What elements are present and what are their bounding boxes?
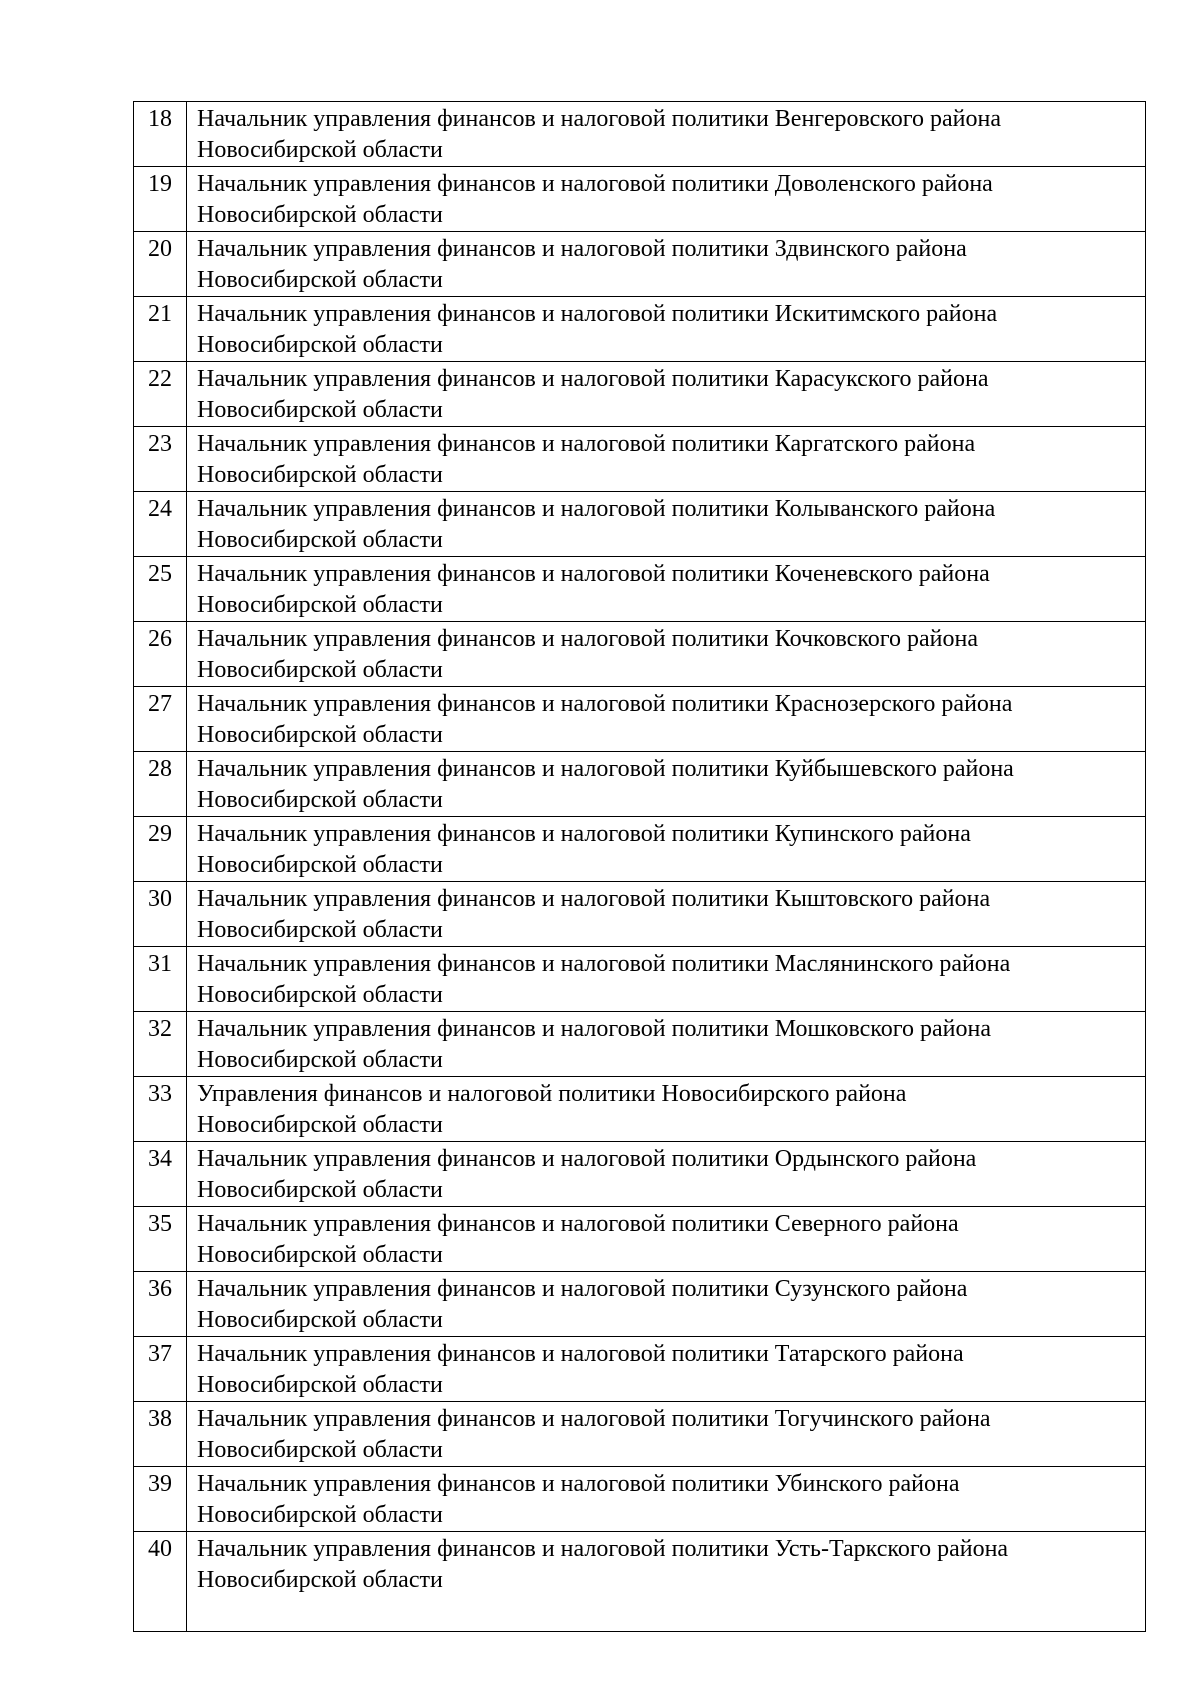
table-row bbox=[134, 102, 1146, 167]
region-line: Новосибирской области bbox=[197, 1502, 443, 1528]
table-row bbox=[134, 1142, 1146, 1207]
position-line: Начальник управления финансов и налоговой политики Карасукского района bbox=[197, 366, 989, 392]
position-line: Начальник управления финансов и налоговой политики Колыванского района bbox=[197, 496, 996, 522]
region-line: Новосибирской области bbox=[197, 267, 443, 293]
row-number: 21 bbox=[134, 297, 187, 362]
position-cell bbox=[187, 947, 1146, 1012]
row-number: 34 bbox=[134, 1142, 187, 1207]
position-cell bbox=[187, 752, 1146, 817]
position-line: Начальник управления финансов и налоговой политики Ордынского района bbox=[197, 1146, 977, 1172]
region-line: Новосибирской области bbox=[197, 852, 443, 878]
position-line: Начальник управления финансов и налоговой политики Краснозерского района bbox=[197, 691, 1013, 717]
position-cell bbox=[187, 1467, 1146, 1532]
position-line: Начальник управления финансов и налоговой политики Каргатского района bbox=[197, 431, 976, 457]
position-cell bbox=[187, 622, 1146, 687]
position-line: Начальник управления финансов и налоговой политики Доволенского района bbox=[197, 171, 993, 197]
region-line: Новосибирской области bbox=[197, 982, 443, 1008]
position-cell bbox=[187, 1077, 1146, 1142]
position-cell bbox=[187, 1142, 1146, 1207]
position-line: Начальник управления финансов и налоговой политики Купинского района bbox=[197, 821, 971, 847]
position-line: Начальник управления финансов и налоговой политики Татарского района bbox=[197, 1341, 964, 1367]
position-cell bbox=[187, 557, 1146, 622]
row-number: 39 bbox=[134, 1467, 187, 1532]
row-number: 20 bbox=[134, 232, 187, 297]
position-line: Начальник управления финансов и налоговой политики Куйбышевского района bbox=[197, 756, 1014, 782]
position-cell bbox=[187, 102, 1146, 167]
table-row bbox=[134, 947, 1146, 1012]
region-line: Новосибирской области bbox=[197, 1437, 443, 1463]
region-line: Новосибирской области bbox=[197, 137, 443, 163]
row-number: 18 bbox=[134, 102, 187, 167]
position-cell bbox=[187, 1532, 1146, 1632]
row-number: 23 bbox=[134, 427, 187, 492]
row-number: 29 bbox=[134, 817, 187, 882]
position-line: Начальник управления финансов и налоговой политики Тогучинского района bbox=[197, 1406, 991, 1432]
region-line: Новосибирской области bbox=[197, 917, 443, 943]
row-number: 31 bbox=[134, 947, 187, 1012]
region-line: Новосибирской области bbox=[197, 722, 443, 748]
table-row bbox=[134, 362, 1146, 427]
position-line: Начальник управления финансов и налоговой политики Кочковского района bbox=[197, 626, 979, 652]
row-number: 25 bbox=[134, 557, 187, 622]
position-line: Начальник управления финансов и налоговой политики Усть-Таркского района bbox=[197, 1536, 1009, 1562]
row-number: 37 bbox=[134, 1337, 187, 1402]
region-line: Новосибирской области bbox=[197, 527, 443, 553]
position-line: Начальник управления финансов и налоговой политики Мошковского района bbox=[197, 1016, 991, 1042]
region-line: Новосибирской области bbox=[197, 1307, 443, 1333]
region-line: Новосибирской области bbox=[197, 787, 443, 813]
row-number: 28 bbox=[134, 752, 187, 817]
table-row bbox=[134, 557, 1146, 622]
position-line: Начальник управления финансов и налоговой политики Здвинского района bbox=[197, 236, 967, 262]
table-row bbox=[134, 1272, 1146, 1337]
row-number: 27 bbox=[134, 687, 187, 752]
table-row bbox=[134, 817, 1146, 882]
table-row bbox=[134, 1077, 1146, 1142]
table-row bbox=[134, 1402, 1146, 1467]
position-line: Управления финансов и налоговой политики Новосибирского района bbox=[197, 1081, 907, 1107]
row-number: 35 bbox=[134, 1207, 187, 1272]
region-line: Новосибирской области bbox=[197, 1242, 443, 1268]
position-line: Начальник управления финансов и налоговой политики Северного района bbox=[197, 1211, 959, 1237]
row-number: 19 bbox=[134, 167, 187, 232]
position-cell bbox=[187, 297, 1146, 362]
position-cell bbox=[187, 1207, 1146, 1272]
table-row bbox=[134, 427, 1146, 492]
region-line: Новосибирской области bbox=[197, 1112, 443, 1138]
position-cell bbox=[187, 817, 1146, 882]
position-line: Начальник управления финансов и налоговой политики Маслянинского района bbox=[197, 951, 1011, 977]
table-row bbox=[134, 1532, 1146, 1632]
region-line: Новосибирской области bbox=[197, 1047, 443, 1073]
table-row bbox=[134, 687, 1146, 752]
region-line: Новосибирской области bbox=[197, 1567, 443, 1593]
region-line: Новосибирской области bbox=[197, 332, 443, 358]
position-cell bbox=[187, 232, 1146, 297]
table-row bbox=[134, 882, 1146, 947]
row-number: 32 bbox=[134, 1012, 187, 1077]
table-row bbox=[134, 1207, 1146, 1272]
table-row bbox=[134, 232, 1146, 297]
region-line: Новосибирской области bbox=[197, 1177, 443, 1203]
table-row bbox=[134, 297, 1146, 362]
row-number: 30 bbox=[134, 882, 187, 947]
row-number: 26 bbox=[134, 622, 187, 687]
position-cell bbox=[187, 427, 1146, 492]
position-line: Начальник управления финансов и налоговой политики Искитимского района bbox=[197, 301, 998, 327]
row-number: 22 bbox=[134, 362, 187, 427]
region-line: Новосибирской области bbox=[197, 202, 443, 228]
table-row bbox=[134, 167, 1146, 232]
table-row bbox=[134, 622, 1146, 687]
position-cell bbox=[187, 687, 1146, 752]
position-cell bbox=[187, 1402, 1146, 1467]
position-cell bbox=[187, 1012, 1146, 1077]
row-number: 40 bbox=[134, 1532, 187, 1632]
row-number: 38 bbox=[134, 1402, 187, 1467]
row-number: 33 bbox=[134, 1077, 187, 1142]
row-number: 24 bbox=[134, 492, 187, 557]
region-line: Новосибирской области bbox=[197, 1372, 443, 1398]
region-line: Новосибирской области bbox=[197, 592, 443, 618]
position-line: Начальник управления финансов и налоговой политики Коченевского района bbox=[197, 561, 990, 587]
region-line: Новосибирской области bbox=[197, 397, 443, 423]
table-row bbox=[134, 752, 1146, 817]
position-line: Начальник управления финансов и налоговой политики Сузунского района bbox=[197, 1276, 968, 1302]
table-row bbox=[134, 1467, 1146, 1532]
position-cell bbox=[187, 882, 1146, 947]
officials-table bbox=[133, 101, 1146, 1632]
table-row bbox=[134, 492, 1146, 557]
row-number: 36 bbox=[134, 1272, 187, 1337]
table-row bbox=[134, 1337, 1146, 1402]
table-row bbox=[134, 1012, 1146, 1077]
region-line: Новосибирской области bbox=[197, 462, 443, 488]
position-cell bbox=[187, 167, 1146, 232]
position-cell bbox=[187, 492, 1146, 557]
position-line: Начальник управления финансов и налоговой политики Убинского района bbox=[197, 1471, 960, 1497]
position-cell bbox=[187, 362, 1146, 427]
region-line: Новосибирской области bbox=[197, 657, 443, 683]
position-line: Начальник управления финансов и налоговой политики Венгеровского района bbox=[197, 106, 1001, 132]
position-cell bbox=[187, 1272, 1146, 1337]
position-cell bbox=[187, 1337, 1146, 1402]
position-line: Начальник управления финансов и налоговой политики Кыштовского района bbox=[197, 886, 991, 912]
